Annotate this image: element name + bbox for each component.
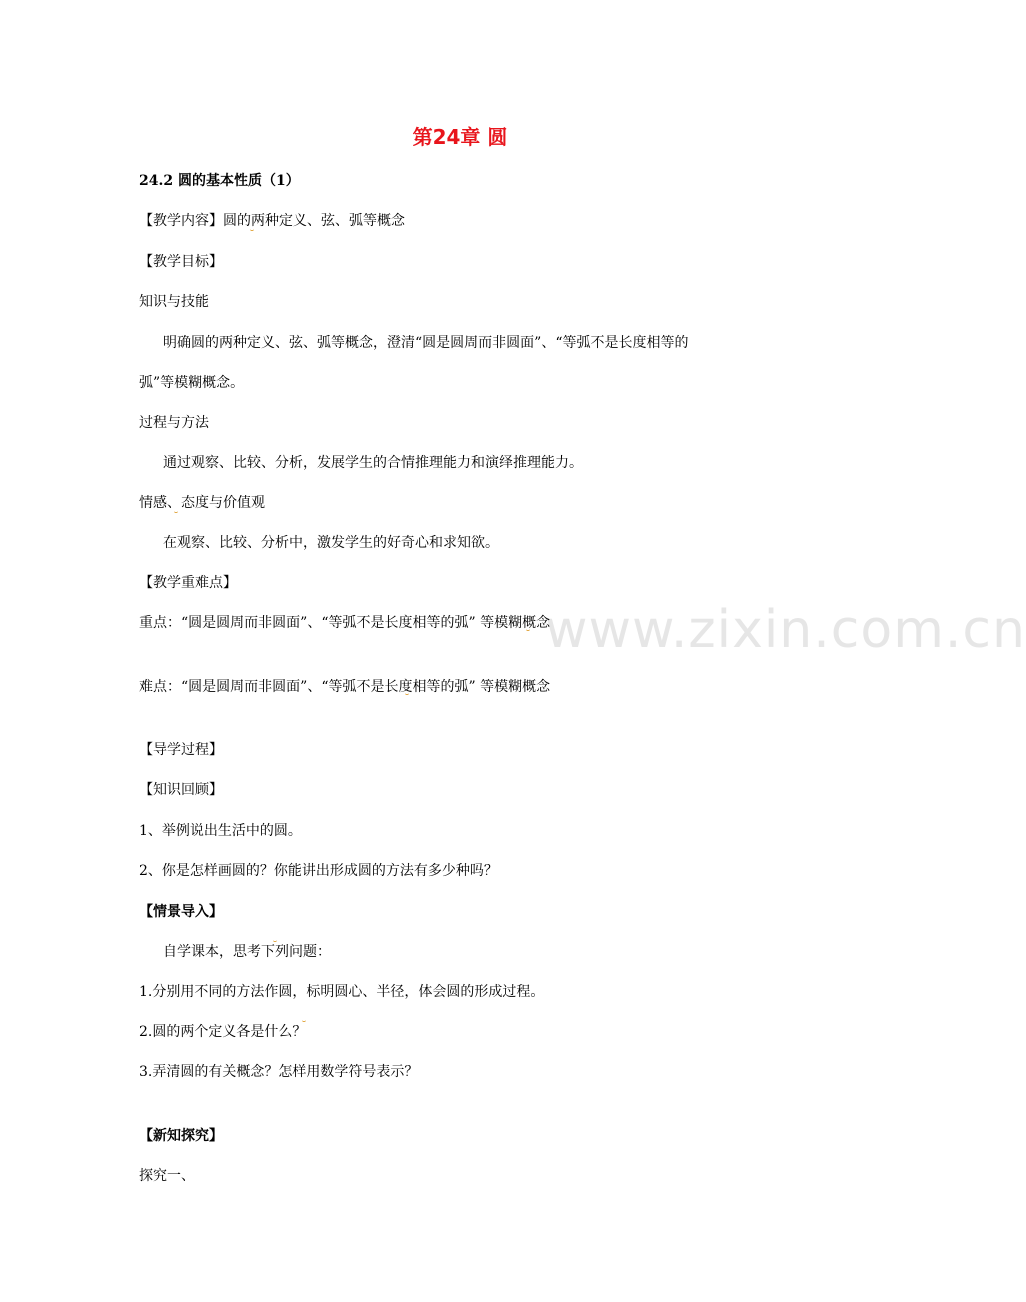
review-question-1: 1、举例说出生活中的圆。 (139, 823, 302, 839)
difficulty-text: 难点：“圆是圆周而非圆面”、“等弧不是长度相等的弧” 等模糊概念 (139, 679, 551, 695)
keypoint-text: 重点：“圆是圆周而非圆面”、“等弧不是长度相等的弧” 等模糊概念 (139, 615, 551, 631)
knowledge-text-2: 弧”等模糊概念。 (139, 375, 245, 391)
scene-heading: 【情景导入】 (139, 904, 223, 920)
process-heading: 过程与方法 (139, 415, 209, 431)
knowledge-heading: 知识与技能 (139, 294, 209, 310)
teaching-content: 【教学内容】圆的两种定义、弦、弧等概念 (139, 213, 405, 229)
edit-mark (273, 938, 277, 942)
watermark: www.zixin.com.cn (545, 600, 1026, 660)
explore-heading: 【新知探究】 (139, 1128, 223, 1144)
scene-question-1: 1.分别用不同的方法作圆，标明圆心、半径，体会圆的形成过程。 (139, 984, 545, 1000)
edit-mark (250, 227, 254, 231)
edit-mark (526, 627, 530, 631)
scene-question-3: 3.弄清圆的有关概念？怎样用数学符号表示？ (139, 1064, 419, 1080)
edit-mark (302, 1018, 306, 1022)
knowledge-text-1: 明确圆的两种定义、弦、弧等概念，澄清“圆是圆周而非圆面”、“等弧不是长度相等的 (163, 335, 689, 351)
edit-mark (174, 509, 178, 513)
scene-intro: 自学课本，思考下列问题： (163, 944, 331, 960)
explore-item-1: 探究一、 (139, 1168, 195, 1184)
edit-mark (405, 691, 409, 695)
chapter-title: 第24章 圆 (412, 125, 508, 149)
goals-heading: 【教学目标】 (139, 254, 223, 270)
emotion-heading: 情感、态度与价值观 (139, 495, 265, 511)
emotion-text: 在观察、比较、分析中，激发学生的好奇心和求知欲。 (163, 535, 499, 551)
review-question-2: 2、你是怎样画圆的？你能讲出形成圆的方法有多少种吗？ (139, 863, 498, 879)
guide-heading: 【导学过程】 (139, 742, 223, 758)
scene-question-2: 2.圆的两个定义各是什么？ (139, 1024, 307, 1040)
review-heading: 【知识回顾】 (139, 782, 223, 798)
keypoints-heading: 【教学重难点】 (139, 575, 237, 591)
section-title: 24.2 圆的基本性质（1） (139, 173, 300, 189)
process-text: 通过观察、比较、分析，发展学生的合情推理能力和演绎推理能力。 (163, 455, 583, 471)
